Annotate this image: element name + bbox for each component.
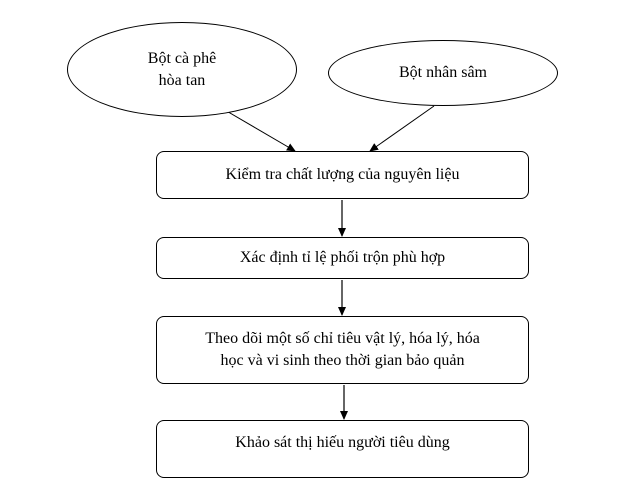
- step-mixing-ratio: [156, 237, 529, 279]
- step-quality-check: [156, 151, 529, 199]
- step-consumer-survey-label: Khảo sát thị hiếu người tiêu dùng: [235, 434, 450, 451]
- input-ginseng-label: Bột nhân sâm: [399, 64, 487, 81]
- step-mixing-ratio-label: Xác định tỉ lệ phối trộn phù hợp: [239, 249, 446, 266]
- arrow-ginseng-to-quality-check: [370, 106, 434, 151]
- input-instant-coffee-label: Bột cà phê hòa tan: [147, 49, 217, 89]
- input-ginseng-powder: [328, 40, 558, 106]
- step-quality-check-label: Kiểm tra chất lượng của nguyên liệu: [225, 166, 460, 183]
- step-consumer-survey: [156, 420, 529, 478]
- step-storage-monitoring-label: Theo dõi một số chỉ tiêu vật lý, hóa lý, hóa học và vi sinh theo thời gian bảo quản: [205, 330, 480, 369]
- step-storage-monitoring: [156, 316, 529, 384]
- input-instant-coffee-powder: [67, 22, 297, 117]
